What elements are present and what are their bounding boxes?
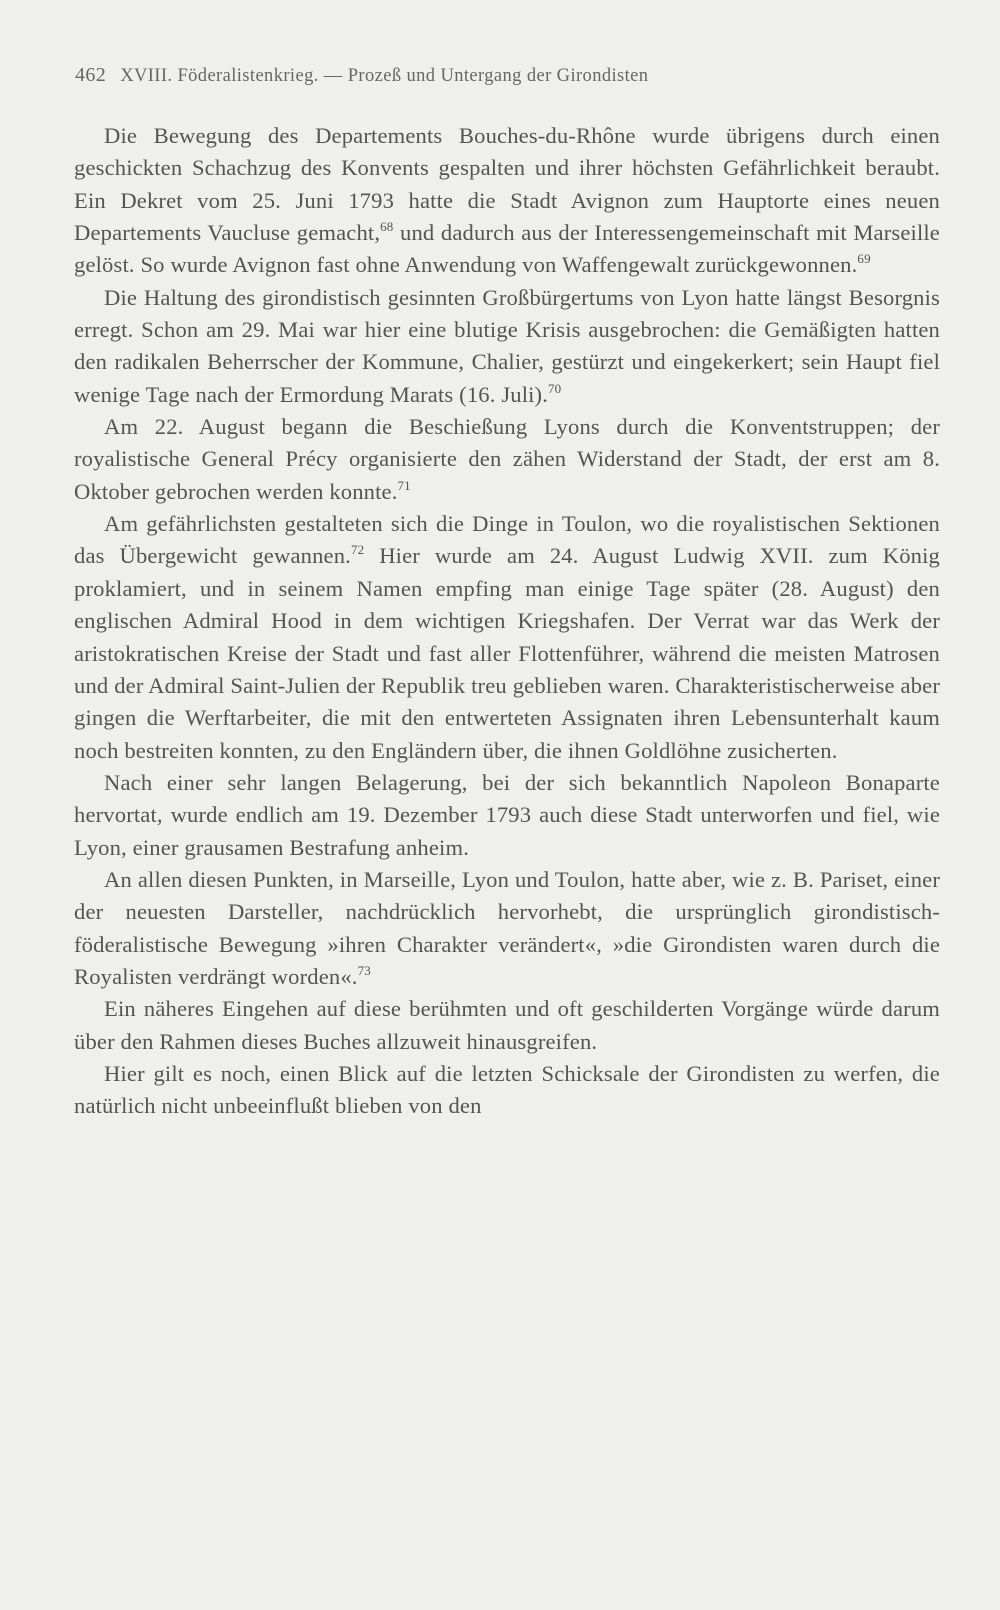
paragraph-text: Die Bewegung des Departements Bouches-du-Rhône wurde übrigens durch einen geschickten Schachzug des Konvents gespalten und ihrer höchsten Gefährlichkeit beraubt. Ein Dekret vom 25. Juni 1793 hatte die Stadt Avignon zum Hauptorte eines neuen Departements Vaucluse gemacht, (74, 123, 940, 246)
footnote-marker: 71 (397, 477, 411, 493)
paragraph-text: Am 22. August begann die Beschießung Lyons durch die Konventstruppen; der royalistische General Précy organisierte den zähen Widerstand der Stadt, der erst am 8. Oktober gebrochen werden konnte. (74, 414, 940, 504)
paragraph (74, 411, 940, 508)
body-text (74, 120, 940, 1123)
paragraph-text: Hier gilt es noch, einen Blick auf die letzten Schicksale der Girondisten zu werfen, die natürlich nicht unbeeinflußt blieben von den (74, 1060, 940, 1119)
paragraph (74, 282, 940, 411)
paragraph (74, 508, 940, 767)
paragraph (74, 864, 940, 993)
paragraph (74, 1058, 940, 1123)
paragraph-text: Die Haltung des girondistisch gesinnten Großbürgertums von Lyon hatte längst Besorgnis erregt. Schon am 29. Mai war hier eine blutige Krisis ausgebrochen: die Gemäßigten hatten den radikalen Beherrscher der Kommune, Chalier, gestürzt und eingekerkert; sein Haupt fiel wenige Tage nach der Ermordung Marats (16. Juli). (74, 284, 940, 407)
footnote-marker: 69 (857, 251, 871, 267)
paragraph (74, 120, 940, 282)
page-number: 462 (75, 64, 107, 86)
running-head (75, 64, 937, 94)
footnote-marker: 72 (350, 542, 365, 558)
paragraph-text: Ein näheres Eingehen auf diese berühmten und oft geschilderten Vorgänge würde darum über den Rahmen dieses Buches allzuweit hinausgreifen. (74, 996, 940, 1054)
running-head-title: XVIII. Föderalistenkrieg. — Prozeß und Untergang der Girondisten (120, 66, 649, 86)
footnote-marker: 68 (380, 219, 394, 235)
paragraph-text: Hier wurde am 24. August Ludwig XVII. zum König proklamiert, und in seinem Namen empfing man einige Tage später (28. August) den englischen Admiral Hood in dem wichtigen Kriegshafen. Der Verrat war das Werk der aristokratischen Kreise der Stadt und fast aller Flottenführer, während die meisten Matrosen und der Admiral Saint-Julien der Republik treu geblieben waren. Charakteristischerweise aber gingen die Werftarbeiter, die mit den entwerteten Assignaten ihren Lebensunterhalt kaum noch bestreiten konnten, zu den Engländern über, die ihnen Goldlöhne zusicherten. (74, 543, 940, 763)
footnote-marker: 70 (548, 380, 562, 396)
footnote-marker: 73 (357, 962, 371, 978)
paragraph-text: An allen diesen Punkten, in Marseille, Lyon und Toulon, hatte aber, wie z. B. Pariset, einer der neuesten Darsteller, nachdrücklich hervorhebt, die ursprünglich girondistisch-föderalistische Bewegung »ihren Charakter verändert«, »die Girondisten waren durch die Royalisten verdrängt worden«. (74, 866, 940, 989)
paragraph (74, 767, 940, 864)
paragraph-text: Nach einer sehr langen Belagerung, bei der sich bekanntlich Napoleon Bonaparte hervortat, wurde endlich am 19. Dezember 1793 auch diese Stadt unterworfen und fiel, wie Lyon, einer grausamen Bestrafung anheim. (74, 769, 940, 860)
paragraph (74, 993, 940, 1058)
paragraph-text: und dadurch aus der Interessengemeinschaft mit Marseille gelöst. So wurde Avignon fast ohne Anwendung von Waffengewalt zurückgewonnen. (74, 220, 940, 278)
paragraph-text: Am gefährlichsten gestalteten sich die Dinge in Toulon, wo die royalistischen Sektionen das Übergewicht gewannen. (74, 511, 940, 569)
